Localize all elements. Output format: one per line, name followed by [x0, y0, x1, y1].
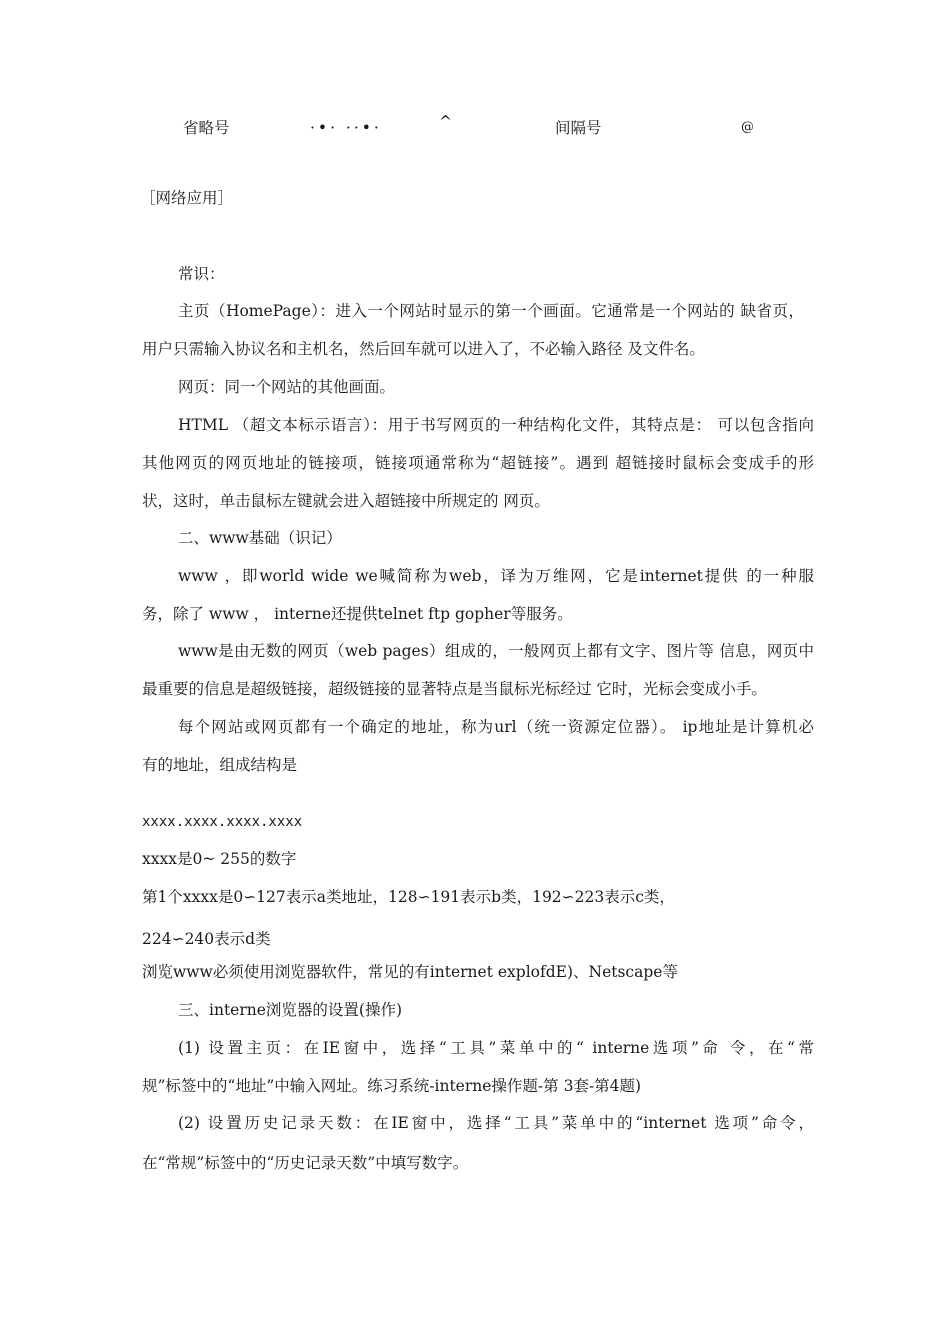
www-pages-line-2: 最重要的信息是超级链接，超级链接的显著特点是当鼠标光标经过 它时，光标会变成小手。	[142, 680, 767, 698]
at-symbol: @	[741, 120, 754, 135]
ellipsis-symbol: ·•· ··•·	[310, 119, 382, 137]
url-ip-line-2: 有的地址，组成结构是	[142, 756, 298, 774]
ip-classes-line-1: 第1个xxxx是0∽127表示a类地址，128∽191表示b类，192∽223表示c类，	[142, 888, 675, 906]
ip-format: xxxx.xxxx.xxxx.xxxx	[142, 814, 303, 830]
caret-mark: ^	[439, 113, 452, 131]
section-heading: ［网络应用］	[140, 189, 234, 207]
ellipsis-label: 省略号	[183, 119, 230, 137]
www-pages-line-1: www是由无数的网页（web pages）组成的，一般网页上都有文字、图片等 信息，网页中	[178, 642, 814, 660]
homepage-line-2: 用户只需输入协议名和主机名，然后回车就可以进入了，不必输入路径 及文件名。	[142, 340, 705, 358]
html-definition-line-1: HTML （超文本标示语言）：用于书写网页的一种结构化文件，其特点是： 可以包含指向	[178, 416, 814, 434]
www-basics-heading: 二、www基础（识记）	[178, 529, 342, 547]
www-intro-line-1: www ，即world wide we喊简称为web，译为万维网，它是internet提供 的一种服	[178, 567, 814, 585]
html-definition-line-3: 状，这时，单击鼠标左键就会进入超链接中所规定的 网页。	[142, 492, 550, 510]
browser-settings-heading: 三、interne浏览器的设置(操作)	[178, 1001, 403, 1019]
browser-note: 浏览www必须使用浏览器软件，常见的有internet explofdE)、Netscape等	[142, 963, 678, 981]
common-knowledge-label: 常识：	[178, 265, 225, 283]
step-2-line-2: 在“常规”标签中的“历史记录天数”中填写数字。	[142, 1154, 469, 1172]
step-1-line-2: 规”标签中的“地址”中输入网址。练习系统-interne操作题-第 3套-第4题)	[142, 1077, 642, 1095]
step-2-line-1: (2) 设置历史记录天数：在IE窗中，选择“工具”菜单中的“internet 选项”命令，	[178, 1114, 814, 1132]
url-ip-line-1: 每个网站或网页都有一个确定的地址，称为url（统一资源定位器）。 ip地址是计算机必	[178, 718, 814, 736]
step-1-line-1: (1) 设置主页：在IE窗中，选择“工具”菜单中的“ interne选项”命 令，在“常	[178, 1039, 814, 1057]
ip-classes-line-2: 224∽240表示d类	[142, 930, 271, 948]
www-intro-line-2: 务，除了 www ， interne还提供telnet ftp gopher等服务。	[142, 605, 573, 623]
html-definition-line-2: 其他网页的网页地址的链接项，链接项通常称为“超链接”。遇到 超链接时鼠标会变成手的形	[142, 454, 814, 472]
webpage-definition: 网页：同一个网站的其他画面。	[178, 378, 396, 396]
homepage-line-1: 主页（HomePage）：进入一个网站时显示的第一个画面。它通常是一个网站的 缺省页，	[178, 302, 804, 320]
interpunct-label: 间隔号	[555, 119, 602, 137]
ip-range: xxxx是0~ 255的数字	[142, 850, 297, 868]
